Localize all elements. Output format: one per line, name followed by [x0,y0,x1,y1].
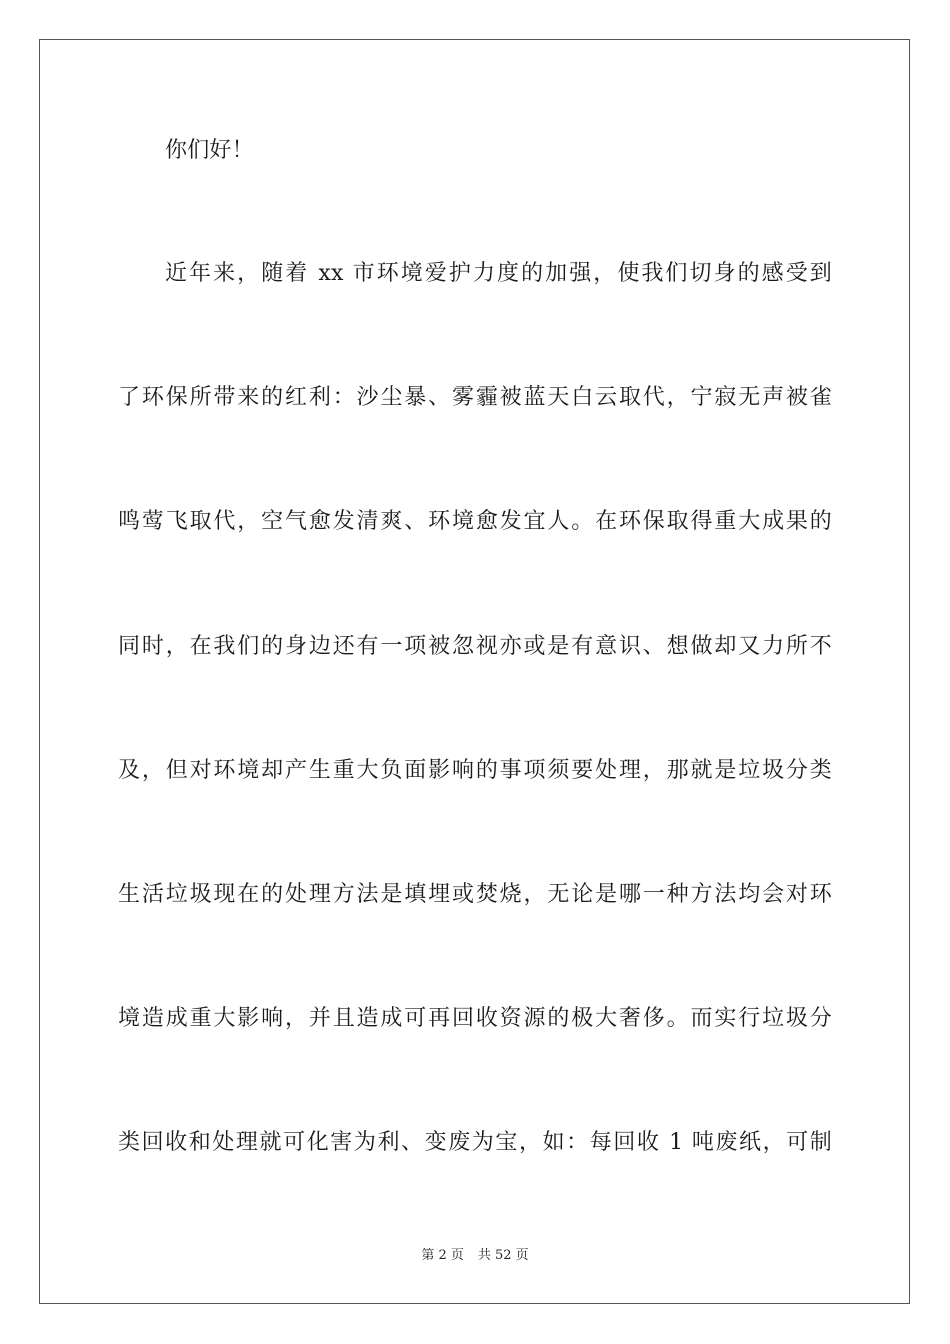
page-footer [0,1247,950,1265]
body-line-5: 及，但对环境却产生重大负面影响的事项须要处理，那就是垃圾分类 [118,758,832,783]
page-border [39,39,910,1304]
body-line-1: 近年来，随着 xx 市环境爱护力度的加强，使我们切身的感受到 [165,261,832,286]
body-line-6: 生活垃圾现在的处理方法是填埋或焚烧，无论是哪一种方法均会对环 [118,882,832,907]
total-page-count: 共 52 页 [477,1248,529,1263]
body-line-2: 了环保所带来的红利：沙尘暴、雾霾被蓝天白云取代，宁寂无声被雀 [118,385,832,410]
body-line-4: 同时，在我们的身边还有一项被忽视亦或是有意识、想做却又力所不 [118,634,832,659]
body-line-3: 鸣莺飞取代，空气愈发清爽、环境愈发宜人。在环保取得重大成果的 [118,509,832,534]
current-page-number: 第 2 页 [421,1248,464,1263]
greeting-line: 你们好！ [165,138,254,163]
body-line-7: 境造成重大影响，并且造成可再回收资源的极大奢侈。而实行垃圾分 [118,1006,832,1031]
body-line-8: 类回收和处理就可化害为利、变废为宝，如：每回收 1 吨废纸，可制 [118,1130,832,1155]
